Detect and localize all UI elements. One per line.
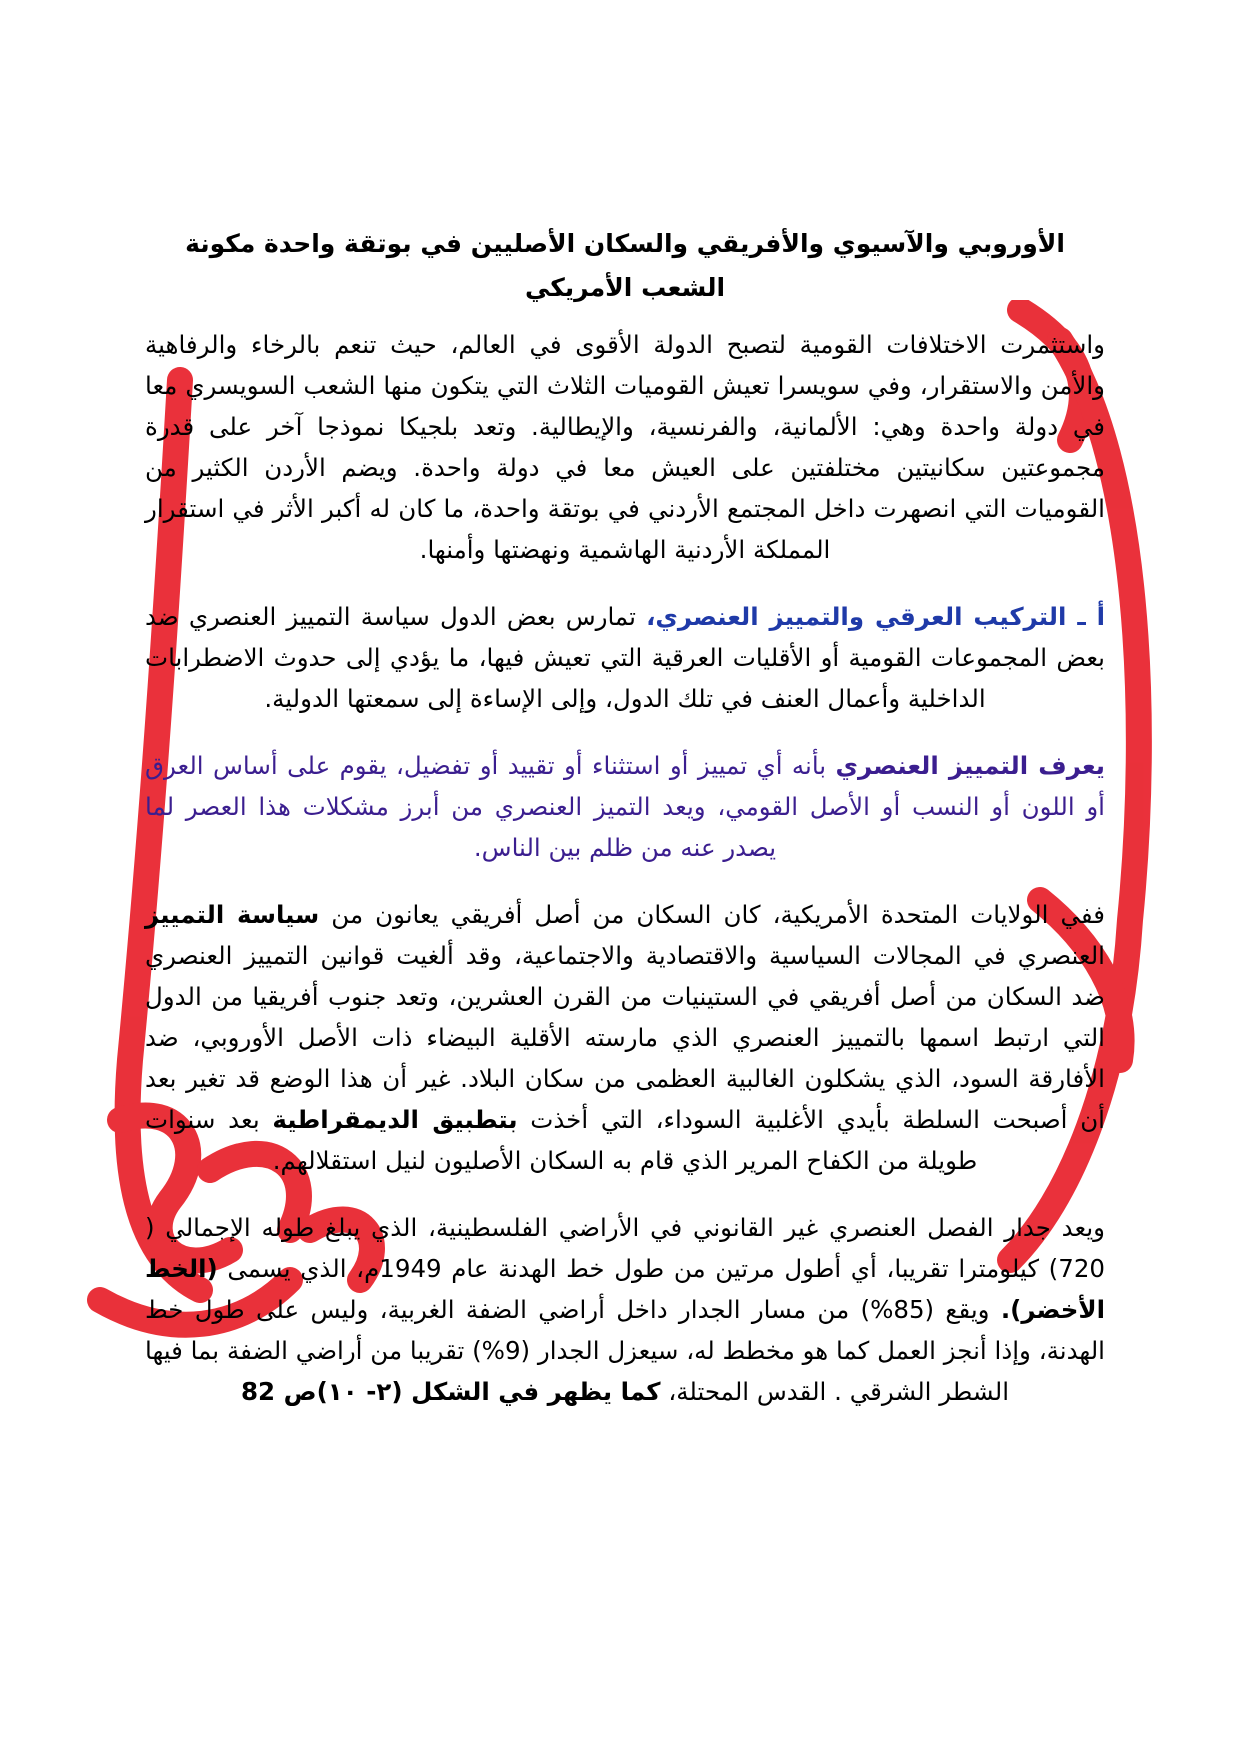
bold-phrase: بتطبيق الديمقراطية	[272, 1105, 518, 1134]
paragraph-racial-discrimination-intro	[145, 596, 1105, 719]
paragraph-text: العنصري في المجالات السياسية والاقتصادية والاجتماعية، وقد ألغيت قوانين التمييز العنصري ضد السكان من أصل أفريقي في الستينيات من القرن العشرين، وتعد جنوب أفريقيا من الدول التي ارتبط اسمها بالتمييز العنصري الذي مارسته الأقلية البيضاء ذات الأصل الأوروبي، ضد الأفارقة السود، الذي يشكلون الغالبية العظمى من سكان البلاد. غير أن هذا الوضع قد تغير بعد أن أصبحت السلطة بأيدي الأغلبية السوداء، التي أخذت	[145, 941, 1105, 1134]
bold-phrase: (الخط الأخضر).	[145, 1254, 1106, 1324]
paragraph-text: بعد سنوات طويلة من الكفاح المرير الذي قام به السكان الأصليون لنيل استقلالهم.	[145, 1105, 978, 1175]
paragraph-text: ففي الولايات المتحدة الأمريكية، كان السكان من أصل أفريقي يعانون من	[319, 900, 1105, 929]
page-title: الأوروبي والآسيوي والأفريقي والسكان الأصليين في بوتقة واحدة مكونة الشعب الأمريكي	[185, 229, 1065, 302]
paragraph-text: ويقع (85%) من مسار الجدار داخل أراضي الضفة الغربية، وليس على طول خط الهدنة، وإذا أنجز العمل كما هو مخطط له، سيعزل الجدار (9%) تقريبا من أراضي الضفة بما فيها الشطر الشرقي . القدس المحتلة،	[145, 1295, 1105, 1406]
paragraph-usa-south-africa	[145, 894, 1105, 1181]
paragraph-text: تمارس بعض الدول سياسة التمييز العنصري ضد بعض المجموعات القومية أو الأقليات العرقية التي تعيش فيها، ما يؤدي إلى حدوث الاضطرابات الداخلية وأعمال العنف في تلك الدول، وإلى الإساءة إلى سمعتها الدولية.	[145, 602, 1105, 713]
paragraph-national-differences: واستثمرت الاختلافات القومية لتصبح الدولة الأقوى في العالم، حيث تنعم بالرخاء والرفاهية والأمن والاستقرار، وفي سويسرا تعيش القوميات الثلاث التي يتكون منها الشعب السويسري معا في دولة واحدة وهي: الألمانية، والفرنسية، والإيطالية. وتعد بلجيكا نموذجا آخر على قدرة مجموعتين سكانيتين مختلفتين على العيش معا في دولة واحدة. ويضم الأردن الكثير من القوميات التي انصهرت داخل المجتمع الأردني في بوتقة واحدة، ما كان له أكبر الأثر في استقرار المملكة الأردنية الهاشمية ونهضتها وأمنها.	[145, 330, 1105, 564]
definition-text: بأنه أي تمييز أو استثناء أو تقييد أو تفضيل، يقوم على أساس العرق أو اللون أو النسب أو الأصل القومي، ويعد التميز العنصري من أبرز مشكلات هذا العصر لما يصدر عنه من ظلم بين الناس.	[145, 751, 1105, 862]
paragraph-definition	[145, 745, 1105, 868]
paragraph-text: ويعد جدار الفصل العنصري غير القانوني في الأراضي الفلسطينية، الذي يبلغ طوله الإجمالي ( 720) كيلومترا تقريبا، أي أطول مرتين من طول خط الهدنة عام 1949م، الذي يسمى	[145, 1213, 1106, 1283]
section-heading-a: أ ـ التركيب العرقي والتمييز العنصري،	[646, 602, 1105, 631]
figure-reference: كما يظهر في الشكل (٢- ١٠)ص 82	[240, 1377, 661, 1406]
bold-phrase: سياسة التمييز	[145, 900, 320, 929]
paragraph-separation-wall	[145, 1207, 1105, 1412]
document-body	[145, 222, 1105, 1438]
definition-term: يعرف التمييز العنصري	[835, 751, 1105, 780]
